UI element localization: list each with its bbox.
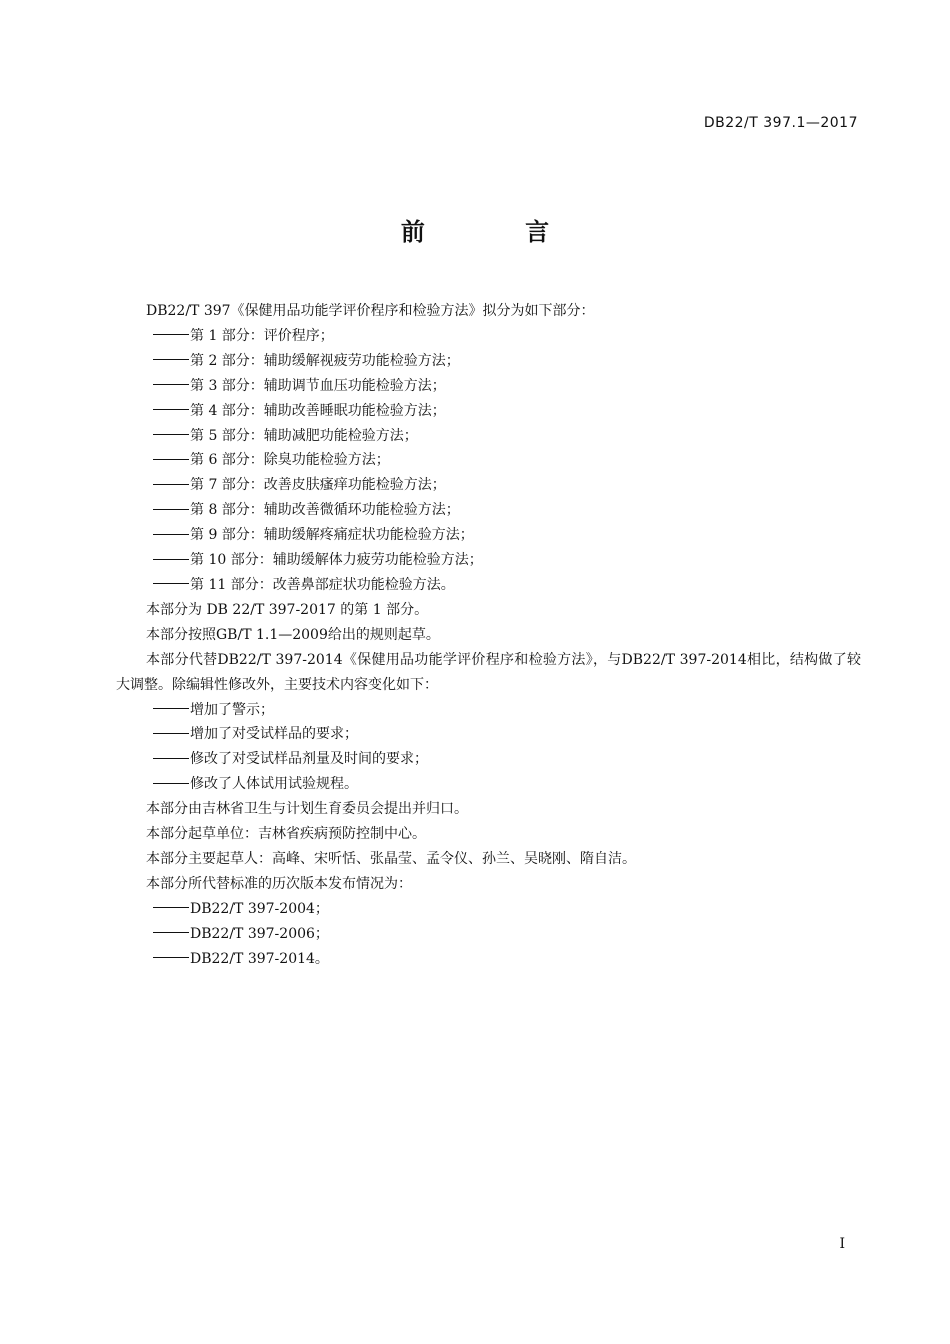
part-item xyxy=(116,548,861,573)
dash-mark xyxy=(153,509,189,510)
history-item-text: DB22/T 397-2014。 xyxy=(190,950,329,967)
part-item-text: 第 6 部分：除臭功能检验方法； xyxy=(190,452,390,469)
dash-mark xyxy=(153,583,189,584)
part-item xyxy=(116,448,861,473)
dash-mark xyxy=(153,907,189,908)
part-item-text: 第 2 部分：辅助缓解视疲劳功能检验方法； xyxy=(190,352,460,369)
part-item-text: 第 11 部分：改善鼻部症状功能检验方法。 xyxy=(190,576,455,593)
history-item xyxy=(116,947,861,972)
dash-mark xyxy=(153,434,189,435)
change-item-text: 修改了对受试样品剂量及时间的要求； xyxy=(190,751,428,768)
statement-rules: 本部分按照GB/T 1.1—2009给出的规则起草。 xyxy=(146,626,440,643)
part-item-text: 第 9 部分：辅助缓解疼痛症状功能检验方法； xyxy=(190,527,474,544)
change-item-text: 修改了人体试用试验规程。 xyxy=(190,776,358,793)
change-item xyxy=(116,698,861,723)
part-item xyxy=(116,473,861,498)
history-item xyxy=(116,897,861,922)
statement-drafting-unit: 本部分起草单位：吉林省疾病预防控制中心。 xyxy=(146,826,426,843)
part-item xyxy=(116,573,861,598)
dash-mark xyxy=(153,932,189,933)
change-item xyxy=(116,747,861,772)
dash-mark xyxy=(153,459,189,460)
part-item xyxy=(116,374,861,399)
dash-mark xyxy=(153,484,189,485)
part-item-text: 第 3 部分：辅助调节血压功能检验方法； xyxy=(190,377,446,394)
dash-mark xyxy=(153,534,189,535)
statement-replace: 本部分代替DB22/T 397-2014《保健用品功能学评价程序和检验方法》，与DB22/T 397-2014相比，结构做了较大调整。除编辑性修改外，主要技术内容变化如下： xyxy=(116,651,861,693)
part-item xyxy=(116,523,861,548)
part-item xyxy=(116,399,861,424)
part-item-text: 第 1 部分：评价程序； xyxy=(190,327,334,344)
foreword-body xyxy=(116,299,861,971)
dash-mark xyxy=(153,957,189,958)
part-item xyxy=(116,424,861,449)
statement-proposer: 本部分由吉林省卫生与计划生育委员会提出并归口。 xyxy=(146,801,468,818)
dash-mark xyxy=(153,359,189,360)
history-item-text: DB22/T 397-2004； xyxy=(190,900,329,917)
standard-code: DB22/T 397.1—2017 xyxy=(703,115,858,131)
page-title: 前 言 xyxy=(400,218,596,246)
change-item xyxy=(116,722,861,747)
part-item xyxy=(116,498,861,523)
dash-mark xyxy=(153,783,189,784)
dash-mark xyxy=(153,758,189,759)
dash-mark xyxy=(153,334,189,335)
statement-history: 本部分所代替标准的历次版本发布情况为： xyxy=(146,875,412,892)
part-item-text: 第 7 部分：改善皮肤瘙痒功能检验方法； xyxy=(190,477,446,494)
history-item-text: DB22/T 397-2006； xyxy=(190,925,329,942)
part-item xyxy=(116,324,861,349)
dash-mark xyxy=(153,559,189,560)
change-item xyxy=(116,772,861,797)
change-item-text: 增加了警示； xyxy=(190,701,274,718)
part-item-text: 第 4 部分：辅助改善睡眠功能检验方法； xyxy=(190,402,446,419)
part-item-text: 第 8 部分：辅助改善微循环功能检验方法； xyxy=(190,502,460,519)
dash-mark xyxy=(153,409,189,410)
statement-drafters: 本部分主要起草人：高峰、宋听恬、张晶莹、孟令仪、孙兰、吴晓刚、隋自洁。 xyxy=(146,850,636,867)
part-item-text: 第 5 部分：辅助减肥功能检验方法； xyxy=(190,427,418,444)
page-number: I xyxy=(839,1236,845,1252)
history-item xyxy=(116,922,861,947)
change-item-text: 增加了对受试样品的要求； xyxy=(190,726,358,743)
intro-paragraph: DB22/T 397《保健用品功能学评价程序和检验方法》拟分为如下部分： xyxy=(146,303,595,319)
dash-mark xyxy=(153,708,189,709)
dash-mark xyxy=(153,733,189,734)
dash-mark xyxy=(153,384,189,385)
statement-part: 本部分为 DB 22/T 397-2017 的第 1 部分。 xyxy=(146,601,429,618)
part-item xyxy=(116,349,861,374)
part-item-text: 第 10 部分：辅助缓解体力疲劳功能检验方法； xyxy=(190,552,483,569)
